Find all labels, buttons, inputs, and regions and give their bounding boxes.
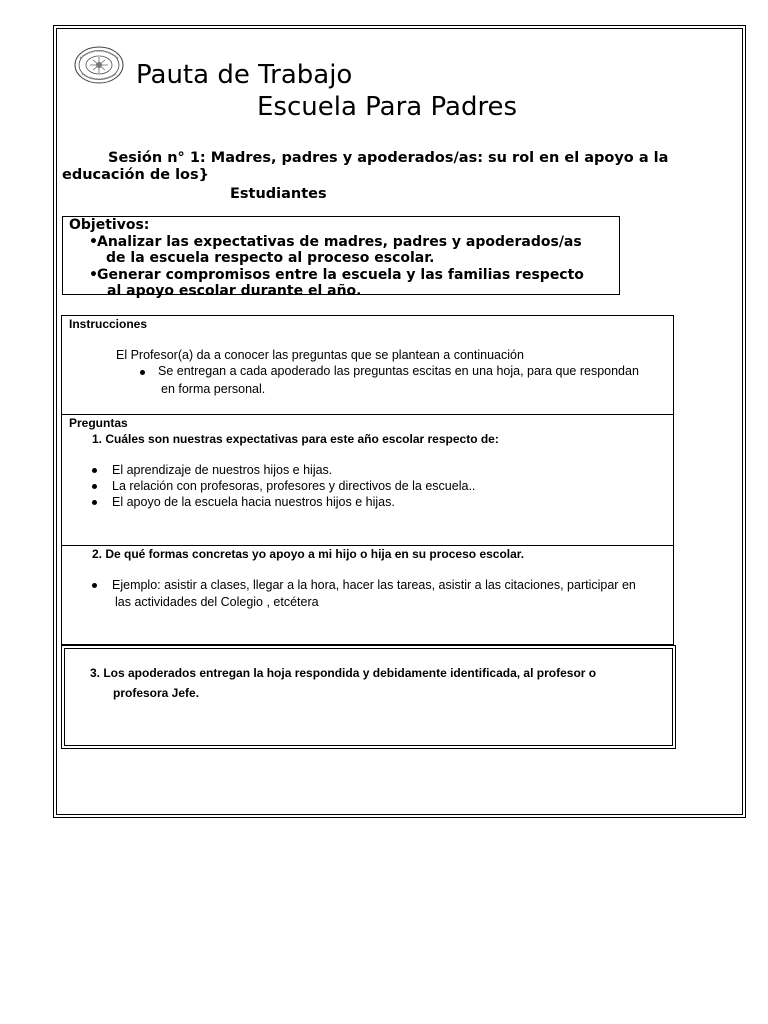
objectives-heading: Objetivos: (69, 217, 150, 233)
bullet-icon (140, 370, 145, 375)
session-line-2: educación de los} (62, 167, 209, 183)
instructions-heading: Instrucciones (69, 317, 148, 331)
question-2: 2. De qué formas concretas yo apoyo a mi hijo o hija en su proceso escolar. (92, 547, 525, 561)
questions-heading: Preguntas (69, 416, 128, 430)
question-1: 1. Cuáles son nuestras expectativas para este año escolar respecto de: (92, 432, 499, 446)
question-2-bullet-line-1: Ejemplo: asistir a clases, llegar a la hora, hacer las tareas, asistir a las citaciones, participar en (112, 578, 636, 592)
objective-2-line-2: al apoyo escolar durante el año. (107, 283, 362, 299)
objective-1-line-1: Analizar las expectativas de madres, padres y apoderados/as (97, 233, 582, 250)
session-line-3: Estudiantes (230, 186, 327, 202)
question-3-line-2: profesora Jefe. (113, 686, 200, 700)
objective-item (69, 234, 619, 267)
objective-2-line-1: Generar compromisos entre la escuela y las familias respecto (97, 266, 584, 283)
question-3-line-1: 3. Los apoderados entregan la hoja respondida y debidamente identificada, al profesor o (90, 666, 597, 680)
question-1-bullet-2: La relación con profesoras, profesores y directivos de la escuela.. (112, 479, 476, 493)
bullet-icon: • (89, 233, 98, 250)
school-seal-icon (74, 46, 124, 84)
question-1-bullet-1: El aprendizaje de nuestros hijos e hijas. (112, 463, 333, 477)
bullet-icon (92, 468, 97, 473)
bullet-icon (92, 484, 97, 489)
instructions-bullet-line-2: en forma personal. (161, 382, 266, 396)
question-1-bullet-3: El apoyo de la escuela hacia nuestros hijos e hijas. (112, 495, 395, 509)
instructions-bullet-line-1: Se entregan a cada apoderado las preguntas escitas en una hoja, para que respondan (158, 364, 639, 378)
objectives-box (62, 216, 620, 299)
question-2-bullet-line-2: las actividades del Colegio , etcétera (115, 595, 319, 609)
page-subtitle: Escuela Para Padres (257, 92, 518, 122)
bullet-icon: • (89, 266, 98, 283)
bullet-icon (92, 500, 97, 505)
objective-1-line-2: de la escuela respecto al proceso escolar. (106, 250, 435, 266)
session-line-1: Sesión n° 1: Madres, padres y apoderados/as: su rol en el apoyo a la (108, 150, 669, 166)
page-title: Pauta de Trabajo (136, 60, 353, 90)
session-heading (62, 150, 682, 203)
objective-item (69, 267, 619, 300)
bullet-icon (92, 583, 97, 588)
instructions-text: El Profesor(a) da a conocer las preguntas que se plantean a continuación (116, 348, 524, 362)
